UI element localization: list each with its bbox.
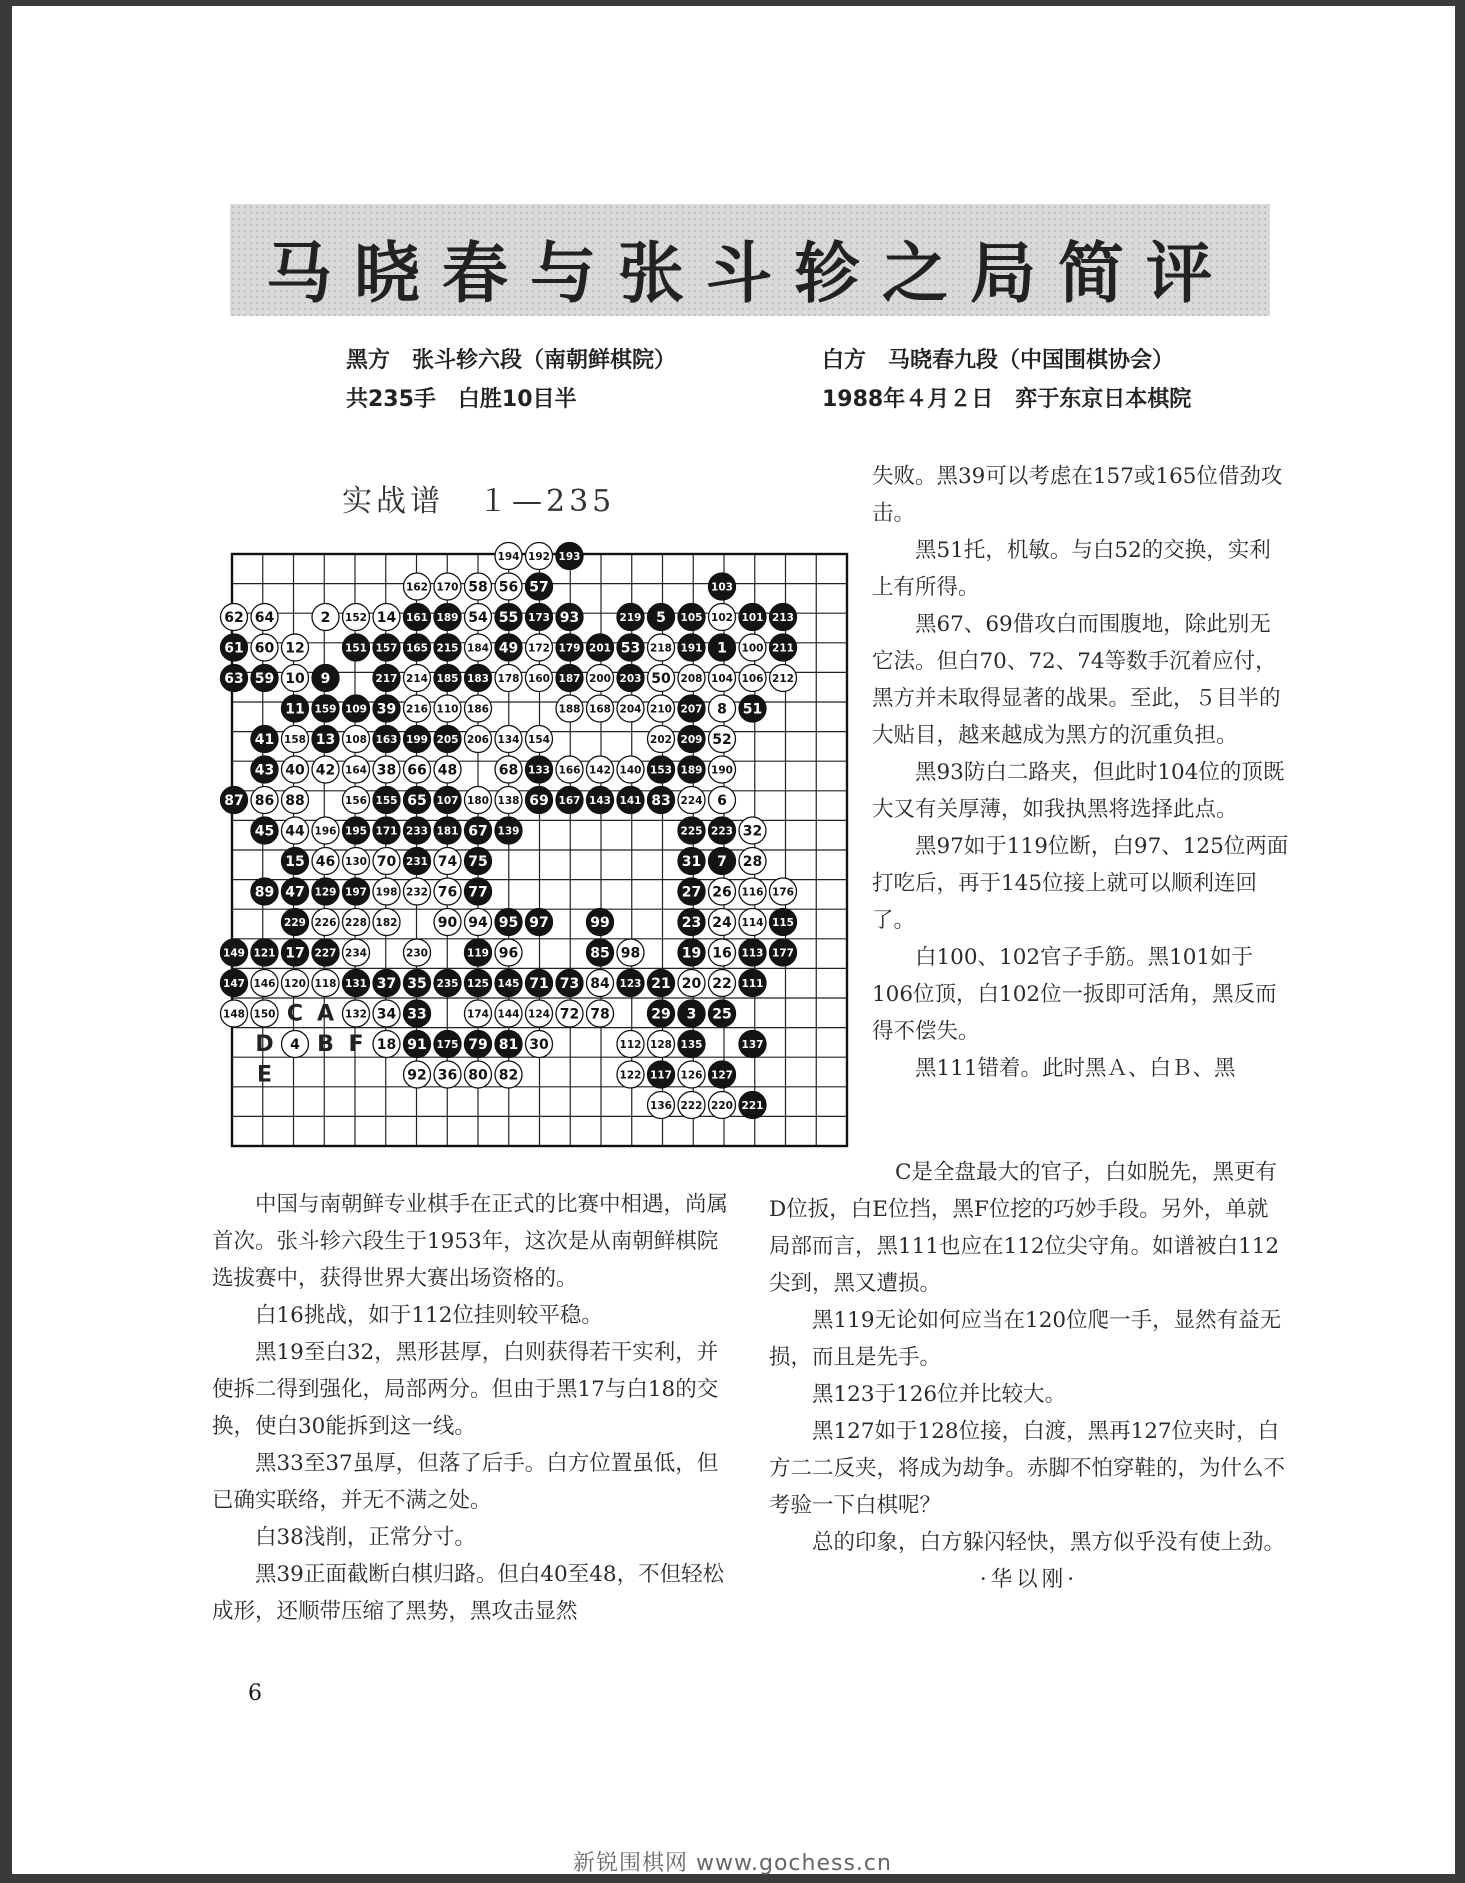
move-number: 7 (717, 854, 727, 871)
move-number: 69 (529, 793, 549, 810)
move-number: 98 (620, 945, 641, 962)
move-number: 5 (656, 610, 666, 627)
move-number: 74 (437, 854, 458, 871)
move-number: 190 (711, 764, 733, 777)
board-letter: F (348, 1032, 364, 1057)
move-number: 22 (712, 976, 732, 993)
board-letter: C (286, 1001, 304, 1027)
move-number: 153 (650, 764, 672, 777)
board-letter: B (317, 1032, 334, 1057)
article-title: 马晓春与张斗轸之局简评 (266, 234, 1234, 312)
move-number: 120 (284, 977, 306, 990)
move-number: 6 (717, 793, 727, 810)
paragraph: 黑93防白二路夹，但此时104位的顶既大又有关厚薄，如我执黑将选择此点。 (872, 760, 1285, 822)
move-number: 50 (651, 671, 671, 688)
move-number: 196 (314, 825, 337, 838)
move-number: 83 (651, 793, 671, 810)
move-number: 36 (437, 1067, 458, 1084)
move-number: 25 (712, 1006, 732, 1023)
move-number: 137 (741, 1038, 764, 1051)
move-number: 102 (711, 611, 733, 624)
move-number: 122 (619, 1069, 642, 1082)
move-number: 182 (375, 916, 398, 929)
move-number: 80 (468, 1067, 488, 1084)
move-number: 111 (741, 977, 764, 990)
move-number: 188 (558, 703, 581, 716)
paragraph: 黑123于126位并比较大。 (812, 1382, 1067, 1407)
move-number: 159 (314, 703, 337, 716)
move-number: 235 (436, 977, 459, 990)
document-page (12, 6, 1455, 1874)
move-number: 217 (375, 672, 398, 685)
move-number: 55 (498, 610, 519, 627)
move-number: 30 (529, 1037, 549, 1054)
move-number: 26 (712, 884, 732, 901)
move-number: 193 (558, 550, 581, 563)
board-letter: A (316, 1001, 335, 1027)
move-number: 151 (345, 642, 367, 655)
move-number: 134 (497, 733, 520, 746)
author-signature: ·华以刚· (979, 1567, 1079, 1592)
paragraph: 黑111错着。此时黑Ａ、白Ｂ、黑 (915, 1056, 1236, 1081)
move-number: 230 (406, 947, 428, 960)
move-number: 194 (497, 550, 520, 563)
move-number: 157 (375, 642, 398, 655)
black-player-info: 黑方 张斗轸六段（南朝鲜棋院） (346, 348, 677, 373)
move-number: 56 (498, 579, 519, 596)
move-number: 206 (467, 733, 489, 746)
paragraph: 黑51托，机敏。与白52的交换，实利上有所得。 (872, 538, 1271, 600)
move-number: 37 (376, 976, 397, 993)
move-number: 4 (290, 1037, 300, 1054)
move-number: 173 (528, 611, 550, 624)
move-number: 57 (529, 579, 549, 596)
move-number: 181 (436, 825, 459, 838)
move-number: 211 (772, 642, 794, 655)
move-number: 88 (285, 793, 305, 810)
move-number: 9 (320, 671, 331, 688)
move-number: 118 (314, 977, 337, 990)
move-number: 121 (253, 947, 276, 960)
move-number: 117 (650, 1069, 672, 1082)
move-number: 87 (224, 793, 244, 810)
move-number: 64 (254, 610, 275, 627)
move-number: 67 (468, 823, 488, 840)
move-number: 131 (345, 977, 367, 990)
move-number: 33 (407, 1006, 427, 1023)
move-number: 39 (376, 701, 397, 718)
move-number: 178 (497, 672, 520, 685)
move-number: 84 (590, 976, 610, 993)
move-number: 158 (284, 733, 306, 746)
move-number: 150 (253, 1008, 276, 1021)
move-number: 58 (468, 579, 488, 596)
move-number: 99 (590, 915, 610, 932)
move-number: 62 (224, 610, 244, 627)
move-number: 202 (650, 733, 672, 746)
move-number: 146 (253, 977, 276, 990)
move-number: 1 (717, 640, 727, 657)
game-date-place: 1988年４月２日 弈于东京日本棋院 (822, 387, 1192, 412)
move-number: 165 (406, 642, 428, 655)
move-number: 187 (558, 672, 581, 685)
move-number: 44 (285, 823, 305, 840)
move-number: 224 (680, 794, 703, 807)
move-number: 3 (686, 1006, 697, 1023)
move-number: 82 (498, 1067, 519, 1084)
paragraph: 黑67、69借攻白而围腹地，除此别无它法。但白70、72、74等数手沉着应付，黑方并未取得显著的战果。至此，５目半的大贴目，越来越成为黑方的沉重负担。 (872, 612, 1281, 748)
move-number: 97 (529, 915, 549, 932)
move-number: 179 (558, 642, 581, 655)
move-number: 86 (254, 793, 275, 810)
paragraph: 白16挑战，如于112位挂则较平稳。 (255, 1303, 603, 1328)
move-number: 105 (680, 611, 703, 624)
move-number: 41 (254, 732, 275, 749)
paragraph: 白38浅削，正常分寸。 (255, 1525, 476, 1550)
move-number: 66 (407, 762, 427, 779)
board-letter: D (255, 1032, 274, 1057)
move-number: 225 (680, 825, 703, 838)
move-number: 15 (285, 854, 305, 871)
move-number: 201 (589, 642, 611, 655)
move-number: 189 (680, 764, 703, 777)
move-number: 79 (468, 1037, 488, 1054)
move-number: 133 (528, 764, 550, 777)
move-number: 191 (680, 642, 703, 655)
move-number: 163 (375, 733, 398, 746)
move-number: 234 (345, 947, 367, 960)
move-number: 11 (285, 701, 305, 718)
move-number: 140 (619, 764, 642, 777)
page-number: 6 (248, 1681, 262, 1706)
move-number: 107 (436, 794, 459, 807)
board-letter: E (256, 1062, 273, 1088)
move-number: 144 (497, 1008, 520, 1021)
move-number: 85 (590, 945, 610, 962)
move-number: 183 (467, 672, 489, 685)
move-number: 164 (345, 764, 367, 777)
move-number: 189 (436, 611, 459, 624)
move-number: 204 (619, 703, 642, 716)
move-number: 185 (436, 672, 459, 685)
move-number: 141 (619, 794, 642, 807)
move-number: 109 (345, 703, 367, 716)
move-number: 27 (681, 884, 702, 901)
move-number: 28 (742, 854, 763, 871)
move-number: 148 (223, 1008, 245, 1021)
move-number: 95 (498, 915, 519, 932)
move-number: 154 (528, 733, 550, 746)
move-number: 220 (711, 1099, 733, 1112)
move-number: 91 (407, 1037, 427, 1054)
move-number: 161 (406, 611, 428, 624)
move-number: 212 (772, 672, 794, 685)
move-number: 51 (742, 701, 763, 718)
paragraph: 失败。黑39可以考虑在157或165位借劲攻击。 (872, 464, 1283, 526)
board-caption: 实战谱 １—235 (342, 484, 616, 519)
move-number: 229 (284, 916, 306, 929)
move-number: 197 (345, 886, 367, 899)
move-number: 210 (650, 703, 672, 716)
move-number: 40 (285, 762, 305, 779)
move-number: 167 (558, 794, 581, 807)
move-number: 108 (345, 733, 367, 746)
move-number: 170 (436, 581, 459, 594)
move-number: 228 (345, 916, 367, 929)
paragraph: 黑97如于119位断，白97、125位两面打吃后，再于145位接上就可以顺利连回了。 (872, 834, 1289, 933)
move-number: 222 (680, 1099, 703, 1112)
white-player-info: 白方 马晓春九段（中国围棋协会） (822, 348, 1175, 373)
move-number: 12 (285, 640, 305, 657)
move-number: 199 (406, 733, 428, 746)
move-number: 172 (528, 642, 550, 655)
move-number: 73 (559, 976, 580, 993)
move-number: 115 (772, 916, 794, 929)
move-number: 198 (375, 886, 398, 899)
move-number: 123 (619, 977, 642, 990)
move-number: 18 (376, 1037, 397, 1054)
move-number: 231 (406, 855, 428, 868)
move-number: 209 (680, 733, 703, 746)
move-number: 176 (772, 886, 794, 899)
move-number: 113 (741, 947, 764, 960)
move-number: 38 (376, 762, 397, 779)
move-number: 34 (376, 1006, 397, 1023)
move-number: 192 (528, 550, 550, 563)
move-number: 127 (711, 1069, 733, 1082)
move-number: 174 (467, 1008, 489, 1021)
move-number: 106 (741, 672, 764, 685)
move-number: 126 (680, 1069, 703, 1082)
move-number: 180 (467, 794, 489, 807)
move-number: 110 (436, 703, 459, 716)
move-number: 112 (619, 1038, 642, 1051)
move-number: 116 (741, 886, 764, 899)
move-number: 216 (406, 703, 428, 716)
move-number: 200 (589, 672, 611, 685)
move-number: 63 (224, 671, 244, 688)
move-number: 13 (315, 732, 336, 749)
move-number: 119 (467, 947, 489, 960)
move-number: 45 (254, 823, 275, 840)
move-number: 128 (650, 1038, 672, 1051)
move-number: 175 (436, 1038, 459, 1051)
move-number: 214 (406, 672, 428, 685)
move-number: 81 (498, 1037, 519, 1054)
move-number: 114 (741, 916, 764, 929)
move-number: 77 (468, 884, 488, 901)
move-number: 124 (528, 1008, 550, 1021)
paragraph: 黑119无论如何应当在120位爬一手，显然有益无损，而且是先手。 (769, 1308, 1282, 1370)
move-number: 162 (406, 581, 428, 594)
move-number: 219 (619, 611, 642, 624)
move-number: 155 (375, 794, 398, 807)
move-number: 203 (619, 672, 642, 685)
right-column-bottom (769, 1154, 1289, 1598)
move-number: 142 (589, 764, 611, 777)
move-number: 71 (529, 976, 549, 993)
move-number: 68 (498, 762, 519, 779)
move-number: 226 (314, 916, 337, 929)
move-number: 96 (498, 945, 519, 962)
move-number: 130 (345, 855, 367, 868)
site-watermark: 新锐围棋网 www.gochess.cn (573, 1851, 892, 1876)
move-number: 49 (498, 640, 519, 657)
move-number: 32 (742, 823, 763, 840)
move-number: 166 (558, 764, 581, 777)
move-number: 156 (345, 794, 367, 807)
move-number: 160 (528, 672, 550, 685)
title-banner (230, 204, 1270, 316)
move-number: 54 (468, 610, 488, 627)
move-number: 8 (717, 701, 727, 718)
move-number: 207 (680, 703, 703, 716)
move-number: 104 (711, 672, 733, 685)
move-number: 145 (497, 977, 520, 990)
move-number: 177 (772, 947, 794, 960)
move-number: 2 (320, 610, 331, 627)
move-number: 171 (375, 825, 398, 838)
move-number: 89 (254, 884, 275, 901)
move-number: 53 (620, 640, 641, 657)
move-number: 78 (590, 1006, 610, 1023)
move-number: 233 (406, 825, 428, 838)
move-number: 227 (314, 947, 337, 960)
paragraph: 白100、102官子手筋。黑101如于106位顶，白102位一扳即可活角，黑反而得不偿失。 (872, 945, 1277, 1044)
move-number: 221 (741, 1099, 764, 1112)
move-number: 76 (437, 884, 458, 901)
move-number: 59 (254, 671, 275, 688)
move-number: 52 (712, 732, 732, 749)
move-number: 184 (467, 642, 489, 655)
move-number: 147 (223, 977, 245, 990)
move-number: 223 (711, 825, 733, 838)
paragraph: 黑33至37虽厚，但落了后手。白方位置虽低，但已确实联络，并无不满之处。 (212, 1451, 719, 1513)
move-number: 10 (285, 671, 305, 688)
move-number: 136 (650, 1099, 672, 1112)
move-number: 101 (741, 611, 764, 624)
move-number: 138 (497, 794, 520, 807)
move-number: 48 (437, 762, 458, 779)
move-number: 65 (407, 793, 427, 810)
move-number: 23 (681, 915, 702, 932)
move-number: 47 (285, 884, 305, 901)
move-number: 132 (345, 1008, 367, 1021)
move-number: 61 (224, 640, 244, 657)
move-number: 24 (712, 915, 732, 932)
move-number: 17 (285, 945, 305, 962)
move-number: 218 (650, 642, 672, 655)
move-number: 135 (680, 1038, 703, 1051)
move-number: 149 (223, 947, 245, 960)
move-number: 16 (712, 945, 732, 962)
move-number: 19 (681, 945, 702, 962)
move-number: 31 (681, 854, 702, 871)
move-number: 93 (559, 610, 580, 627)
move-number: 46 (315, 854, 336, 871)
move-number: 20 (681, 976, 702, 993)
move-number: 100 (741, 642, 764, 655)
move-number: 90 (437, 915, 458, 932)
move-number: 125 (467, 977, 489, 990)
move-number: 21 (651, 976, 671, 993)
paragraph: 总的印象，白方躲闪轻快，黑方似乎没有使上劲。 (812, 1530, 1286, 1555)
move-number: 42 (315, 762, 336, 779)
move-number: 60 (254, 640, 275, 657)
move-number: 92 (407, 1067, 427, 1084)
move-number: 35 (407, 976, 427, 993)
right-column-top (872, 458, 1292, 1087)
move-number: 14 (376, 610, 397, 627)
move-number: 232 (406, 886, 428, 899)
paragraph: 黑19至白32，黑形甚厚，白则获得若干实利，并使拆二得到强化，局部两分。但由于黑17与白18的交换，使白30能拆到这一线。 (212, 1340, 719, 1439)
move-number: 213 (772, 611, 794, 624)
move-number: 94 (468, 915, 488, 932)
paragraph: 黑127如于128位接，白渡，黑再127位夹时，白方二二反夹，将成为劫争。赤脚不怕穿鞋的，为什么不考验一下白棋呢？ (769, 1419, 1286, 1518)
move-number: 29 (651, 1006, 671, 1023)
move-number: 168 (589, 703, 611, 716)
move-number: 143 (589, 794, 611, 807)
paragraph: 黑39正面截断白棋归路。但白40至48，不但轻松成形，还顺带压缩了黑势，黑攻击显然 (212, 1562, 725, 1624)
move-number: 152 (345, 611, 367, 624)
move-number: 72 (559, 1006, 580, 1023)
move-number: 186 (467, 703, 489, 716)
game-result: 共235手 白胜10目半 (346, 387, 577, 412)
go-board-diagram (192, 526, 872, 1176)
move-number: 205 (436, 733, 459, 746)
paragraph: C是全盘最大的官子，白如脱先，黑更有D位扳，白E位挡，黑F位挖的巧妙手段。另外，单就局部而言，黑111也应在112位尖守角。如谱被白112尖到，黑又遭损。 (769, 1160, 1280, 1296)
move-number: 139 (497, 825, 520, 838)
move-number: 208 (680, 672, 703, 685)
move-number: 129 (314, 886, 337, 899)
paragraph: 中国与南朝鲜专业棋手在正式的比赛中相遇，尚属首次。张斗轸六段生于1953年，这次是从南朝鲜棋院选拔赛中，获得世界大赛出场资格的。 (212, 1192, 729, 1291)
left-column (212, 1186, 732, 1630)
move-number: 75 (468, 854, 488, 871)
move-number: 215 (436, 642, 459, 655)
move-number: 195 (345, 825, 367, 838)
move-number: 43 (254, 762, 275, 779)
move-number: 103 (711, 581, 733, 594)
move-number: 70 (376, 854, 397, 871)
